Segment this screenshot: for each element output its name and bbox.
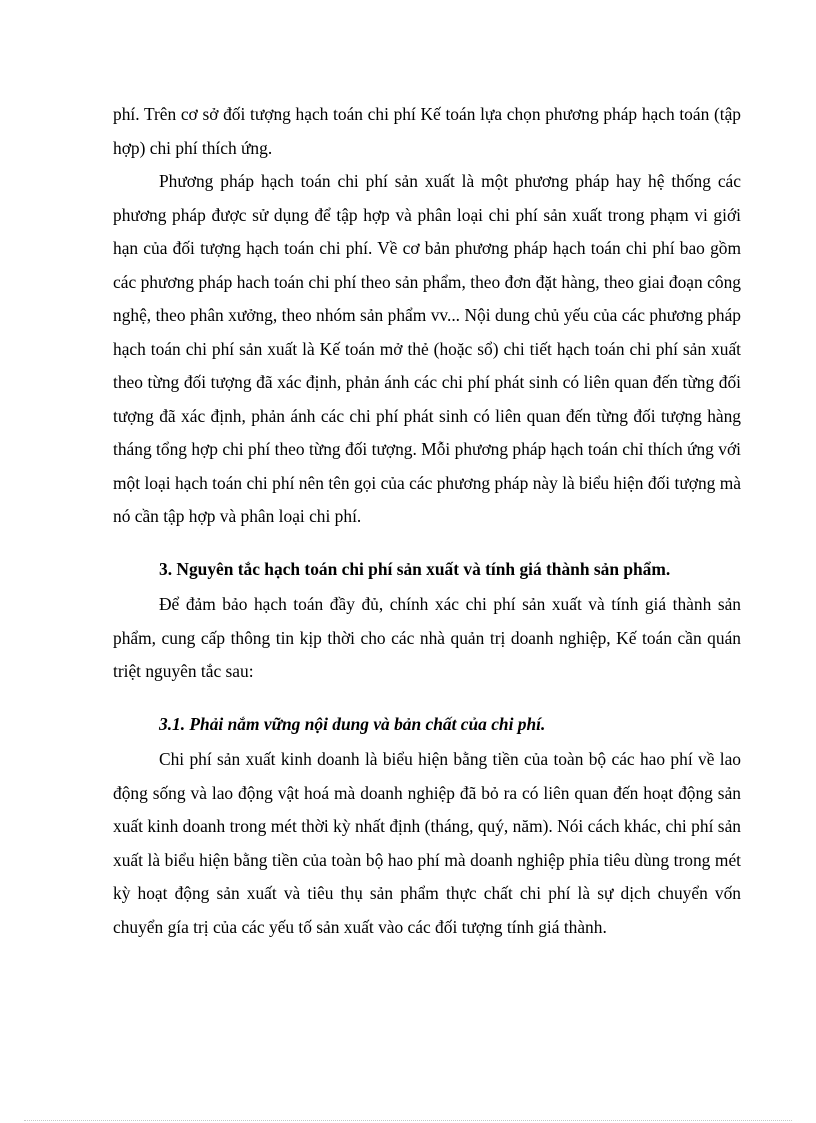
page-bottom-divider <box>24 1120 792 1121</box>
paragraph-principles-intro: Để đảm bảo hạch toán đầy đủ, chính xác chi phí sản xuất và tính giá thành sản phẩm, cung cấp thông tin kịp thời cho các nhà quản trị doanh nghiệp, Kế toán cần quán triệt nguyên tắc sau: <box>113 594 741 681</box>
paragraph-cost-definition: Chi phí sản xuất kinh doanh là biểu hiện bằng tiền của toàn bộ các hao phí về lao động sống và lao động vật hoá mà doanh nghiệp đã bỏ ra có liên quan đến hoạt động sản xuất kinh doanh trong mét thời kỳ nhất định (tháng, quý, năm). Nói cách khác, chi phí sản xuất là biểu hiện bằng tiền của toàn bộ hao phí mà doanh nghiệp phỉa tiêu dùng trong mét kỳ hoạt động sản xuất và tiêu thụ sản phẩm thực chất chi phí là sự dịch chuyển vốn chuyển gía trị của các yếu tố sản xuất vào các đối tượng tính giá thành. <box>113 749 741 937</box>
subsection-heading-3-1: 3.1. Phải nắm vững nội dung và bản chất của chi phí. <box>159 713 546 734</box>
document-body <box>113 98 741 944</box>
paragraph-continuation: phí. Trên cơ sở đối tượng hạch toán chi phí Kế toán lựa chọn phương pháp hạch toán (tập hợp) chi phí thích ứng. <box>113 104 741 158</box>
section-heading-3: 3. Nguyên tắc hạch toán chi phí sản xuất và tính giá thành sản phẩm. <box>159 558 671 579</box>
paragraph-method: Phương pháp hạch toán chi phí sản xuất là một phương pháp hay hệ thống các phương pháp được sử dụng để tập hợp và phân loại chi phí sản xuất trong phạm vi giới hạn của đối tượng hạch toán chi phí. Về cơ bản phương pháp hạch toán chi phí bao gồm các phương pháp hach toán chi phí theo sản phẩm, theo đơn đặt hàng, theo giai đoạn công nghệ, theo phân xưởng, theo nhóm sản phẩm vv... Nội dung chủ yếu của các phương pháp hạch toán chi phí sản xuất là Kế toán mở thẻ (hoặc sổ) chi tiết hạch toán chi phí sản xuất theo từng đối tượng đã xác định, phản ánh các chi phí phát sinh có liên quan đến từng đối tượng đã xác định, phản ánh các chi phí phát sinh có liên quan đến từng đối tượng hàng tháng tổng hợp chi phí theo từng đối tượng. Mỗi phương pháp hạch toán chỉ thích ứng với một loại hạch toán chi phí nên tên gọi của các phương pháp này là biểu hiện đối tượng mà nó cần tập hợp và phân loại chi phí. <box>113 171 741 526</box>
